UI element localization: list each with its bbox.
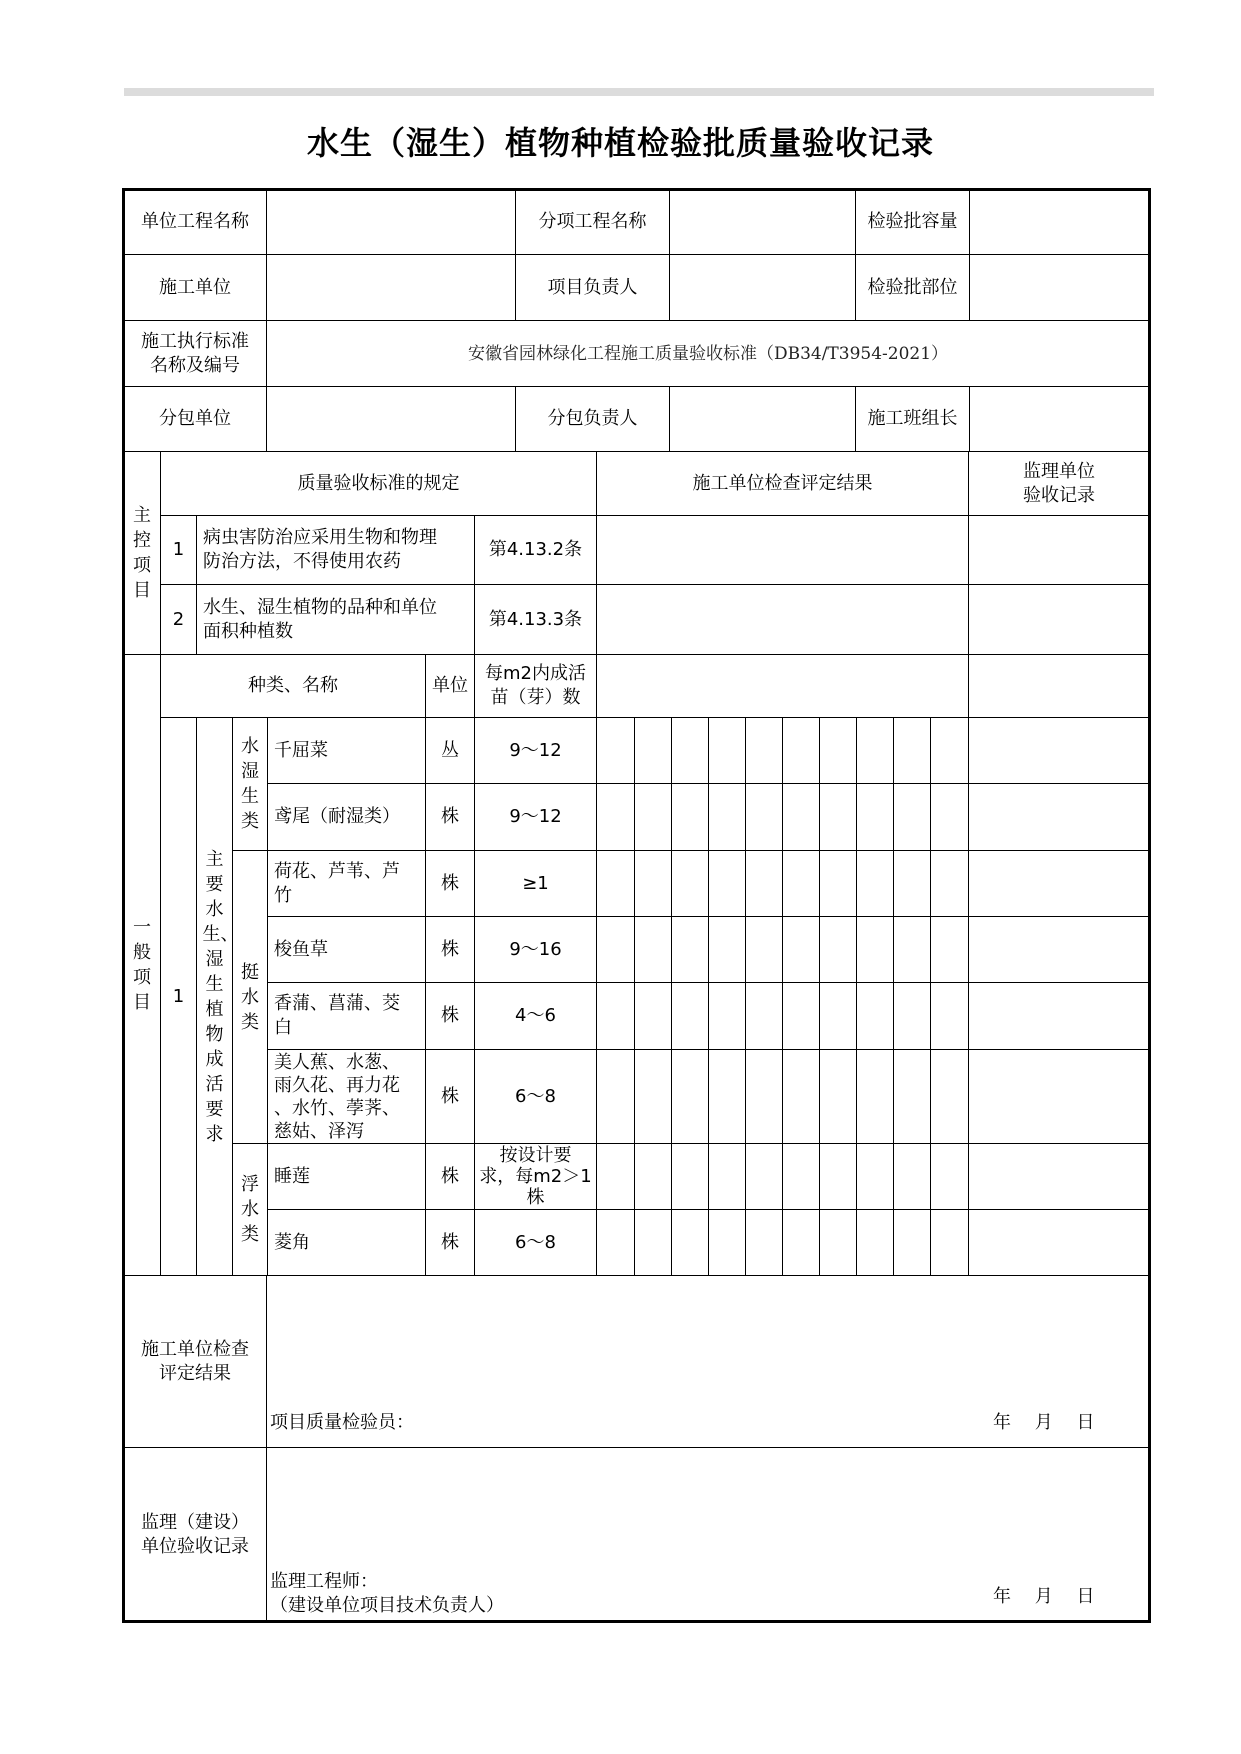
species-unit: 株 bbox=[441, 1165, 459, 1187]
batch-capacity-field[interactable] bbox=[970, 190, 1149, 254]
subcontractor-label: 分包单位 bbox=[159, 408, 231, 429]
grid-line bbox=[745, 717, 746, 1275]
species-value: 4～6 bbox=[515, 1005, 556, 1026]
grid-line bbox=[930, 717, 931, 1275]
grid-line bbox=[708, 717, 709, 1275]
species-name: 荷花、芦苇、芦 竹 bbox=[274, 860, 400, 906]
main-control-section-label: 主控项目 bbox=[133, 505, 151, 601]
group-label: 挺水类 bbox=[241, 961, 259, 1033]
general-item-label: 主要水生、湿生植物成活要求 bbox=[202, 848, 239, 1145]
main-item-no: 2 bbox=[172, 608, 185, 630]
col-survival-header: 每m2内成活 苗（芽）数 bbox=[485, 663, 586, 708]
main-item-result[interactable] bbox=[597, 585, 968, 654]
grid-line bbox=[671, 717, 672, 1275]
supervisor-label: 监理工程师： （建设单位项目技术负责人） bbox=[270, 1571, 504, 1616]
group-label: 水湿生类 bbox=[241, 736, 259, 832]
species-value: 6～8 bbox=[515, 1231, 556, 1253]
date-label: 年 月 日 bbox=[993, 1586, 1095, 1607]
species-name: 美人蕉、水葱、 雨久花、再力花 、水竹、荸荠、 慈姑、泽泻 bbox=[274, 1051, 400, 1142]
main-item-supervision[interactable] bbox=[969, 585, 1149, 654]
col-unit-header: 单位 bbox=[432, 675, 468, 696]
subcontractor-manager-field[interactable] bbox=[670, 387, 855, 451]
grid-line bbox=[634, 717, 635, 1275]
species-name: 菱角 bbox=[274, 1231, 310, 1253]
standard-value: 安徽省园林绿化工程施工质量验收标准（DB34/T3954-2021） bbox=[467, 343, 949, 364]
sub-project-label: 分项工程名称 bbox=[538, 211, 647, 232]
grid-line bbox=[782, 717, 783, 1275]
date-label: 年 月 日 bbox=[993, 1412, 1095, 1433]
species-name: 睡莲 bbox=[274, 1165, 310, 1187]
project-manager-label: 项目负责人 bbox=[547, 276, 638, 298]
page-title: 水生（湿生）植物种植检验批质量验收记录 bbox=[306, 124, 934, 162]
species-value: 6～8 bbox=[515, 1085, 556, 1107]
unit-project-field[interactable] bbox=[267, 190, 515, 254]
species-unit: 株 bbox=[441, 938, 459, 960]
subcontractor-manager-label: 分包负责人 bbox=[547, 408, 638, 429]
species-value: ≥1 bbox=[522, 872, 549, 894]
main-item-text: 水生、湿生植物的品种和单位 面积种植数 bbox=[203, 596, 437, 642]
species-name: 香蒲、菖蒲、茭 白 bbox=[274, 993, 400, 1038]
col-standard-header: 质量验收标准的规定 bbox=[297, 472, 460, 494]
general-item-no: 1 bbox=[172, 985, 185, 1007]
col-supervision-header: 监理单位 验收记录 bbox=[1023, 460, 1095, 506]
inspector-label: 项目质量检验员： bbox=[270, 1412, 414, 1433]
species-name: 梭鱼草 bbox=[274, 938, 328, 960]
species-value: 按设计要 求，每m2＞1 株 bbox=[479, 1145, 592, 1208]
grid-line bbox=[819, 717, 820, 1275]
species-unit: 株 bbox=[441, 1005, 459, 1026]
species-unit: 丛 bbox=[441, 739, 459, 761]
species-value: 9～12 bbox=[509, 806, 562, 827]
team-leader-field[interactable] bbox=[970, 387, 1149, 451]
project-manager-field[interactable] bbox=[670, 255, 855, 320]
batch-location-label: 检验批部位 bbox=[867, 276, 958, 298]
col-result-header: 施工单位检查评定结果 bbox=[692, 472, 873, 494]
subcontractor-field[interactable] bbox=[267, 387, 515, 451]
construction-unit-label: 施工单位 bbox=[159, 276, 231, 298]
group-label: 浮水类 bbox=[241, 1174, 259, 1245]
grid-line bbox=[893, 717, 894, 1275]
batch-location-field[interactable] bbox=[970, 255, 1149, 320]
species-name: 鸢尾（耐湿类） bbox=[274, 806, 400, 827]
grid-line bbox=[266, 1275, 267, 1623]
construction-unit-field[interactable] bbox=[267, 255, 515, 320]
species-name: 千屈菜 bbox=[274, 739, 328, 761]
main-item-result[interactable] bbox=[597, 516, 968, 584]
species-value: 9～12 bbox=[509, 739, 562, 761]
top-rule bbox=[124, 88, 1154, 96]
supervision-record-label: 监理（建设） 单位验收记录 bbox=[141, 1511, 249, 1557]
standard-label: 施工执行标准 名称及编号 bbox=[141, 330, 249, 376]
species-value: 9～16 bbox=[509, 938, 562, 960]
main-item-supervision[interactable] bbox=[969, 516, 1149, 584]
col-species-header: 种类、名称 bbox=[248, 675, 338, 696]
batch-capacity-label: 检验批容量 bbox=[867, 211, 958, 232]
main-item-text: 病虫害防治应采用生物和物理 防治方法，不得使用农药 bbox=[203, 527, 437, 572]
grid-line bbox=[122, 1275, 1151, 1276]
sub-project-field[interactable] bbox=[670, 190, 855, 254]
grid-line bbox=[122, 1447, 1151, 1448]
general-section-label: 一般项目 bbox=[133, 917, 151, 1013]
main-item-clause: 第4.13.3条 bbox=[488, 608, 583, 630]
grid-line bbox=[856, 717, 857, 1275]
main-item-no: 1 bbox=[172, 539, 185, 560]
species-unit: 株 bbox=[441, 1231, 459, 1253]
species-unit: 株 bbox=[441, 872, 459, 894]
species-unit: 株 bbox=[441, 1085, 459, 1107]
construction-result-label: 施工单位检查 评定结果 bbox=[141, 1338, 249, 1384]
main-item-clause: 第4.13.2条 bbox=[488, 539, 583, 560]
team-leader-label: 施工班组长 bbox=[867, 408, 958, 429]
species-unit: 株 bbox=[441, 806, 459, 827]
unit-project-label: 单位工程名称 bbox=[141, 211, 249, 232]
